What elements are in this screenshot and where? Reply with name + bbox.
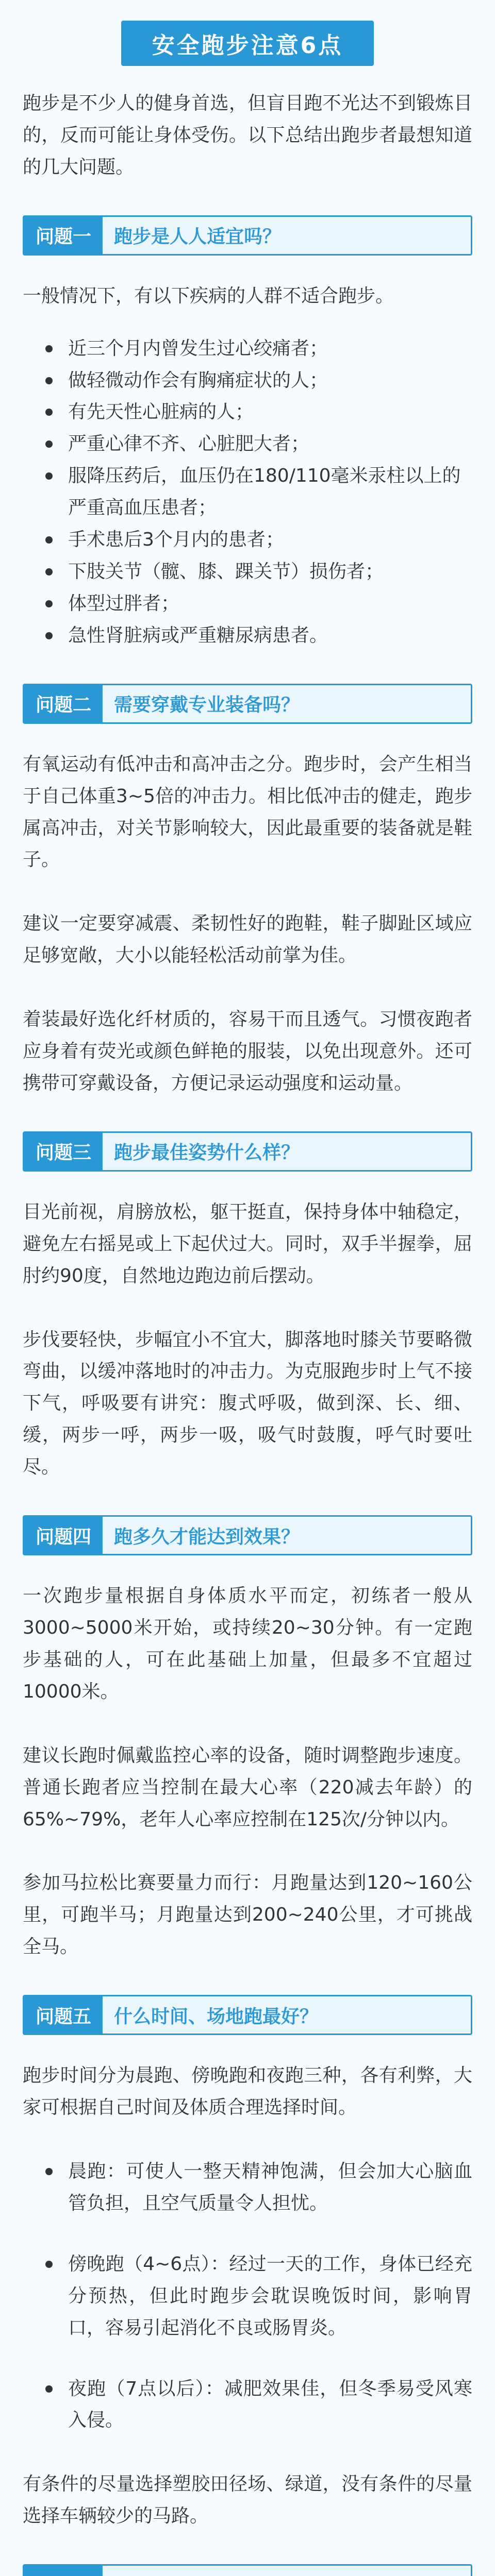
title-wrap [0, 21, 495, 66]
list-item [45, 2373, 472, 2437]
list-item-text: 手术患后3个月内的患者； [68, 529, 284, 551]
article-title: 安全跑步注意6点 [121, 21, 374, 66]
list-item-text: 近三个月内曾发生过心绞痛者； [68, 337, 328, 359]
bullet-dot-icon [45, 2261, 53, 2268]
list-item [45, 428, 472, 460]
list-item-text: 严重心律不齐、心脏肥大者； [68, 433, 310, 455]
list-item [45, 588, 472, 620]
list-item [45, 524, 472, 556]
list-item-text: 服降压药后，血压仍在180/110毫米汞柱以上的严重高血压患者； [68, 465, 461, 519]
section-paragraph: 建议长跑时佩戴监控心率的设备，随时调整跑步速度。普通长跑者应当控制在最大心率（220减去年龄）的65%~79%，老年人心率应控制在125次/分钟以内。 [23, 1744, 472, 1830]
section-title: 跑步最佳姿势什么样？ [114, 1142, 300, 1164]
list-item-text: 下肢关节（髋、膝、踝关节）损伤者； [68, 561, 384, 582]
list-item [45, 556, 472, 588]
list-item-text: 急性肾脏病或严重糖尿病患者。 [68, 624, 328, 646]
list-item [45, 396, 472, 428]
list-item [45, 333, 472, 365]
section-paragraph: 参加马拉松比赛要量力而行：月跑量达到120~160公里，可跑半马；月跑量达到200~240公里，才可挑战全马。 [23, 1872, 472, 1958]
section-title: 什么时间、场地跑最好？ [114, 2006, 319, 2027]
section-header-4 [23, 1515, 472, 1555]
disease-list [23, 333, 472, 652]
section-header-3 [23, 1131, 472, 1172]
bullet-dot-icon [45, 600, 53, 607]
section-paragraph: 步伐要轻快，步幅宜小不宜大，脚落地时膝关节要略微弯曲，以缓冲落地时的冲击力。为克服跑步时上气不接下气，呼吸要有讲究：腹式呼吸，做到深、长、细、缓，两步一呼，两步一吸，吸气时鼓腹，呼气时要吐尽。 [23, 1329, 472, 1478]
section-number: 问题四 [24, 1517, 103, 1554]
section-header-1 [23, 215, 472, 256]
time-option-list [23, 2156, 472, 2436]
bullet-dot-icon [45, 632, 53, 639]
section-header-5 [23, 1995, 472, 2035]
article-content [23, 88, 472, 2576]
list-item-text: 夜跑（7点以后）：减肥效果佳，但冬季易受风寒入侵。 [68, 2378, 472, 2431]
bullet-dot-icon [45, 2168, 53, 2175]
bullet-dot-icon [45, 409, 53, 416]
list-item [45, 2156, 472, 2219]
section-paragraph: 有条件的尽量选择塑胶田径场、绿道，没有条件的尽量选择车辆较少的马路。 [23, 2473, 472, 2527]
bullet-dot-icon [45, 568, 53, 575]
bullet-dot-icon [45, 440, 53, 448]
section-paragraph: 着装最好选化纤材质的，容易干而且透气。习惯夜跑者应身着有荧光或颜色鲜艳的服装，以免出现意外。还可携带可穿戴设备，方便记录运动强度和运动量。 [23, 1009, 472, 1094]
section-number: 问题二 [24, 685, 103, 722]
section-paragraph: 有氧运动有低冲击和高冲击之分。跑步时，会产生相当于自己体重3~5倍的冲击力。相比低冲击的健走，跑步属高冲击，对关节影响较大，因此最重要的装备就是鞋子。 [23, 753, 472, 871]
section-paragraph: 目光前视，肩膀放松，躯干挺直，保持身体中轴稳定，避免左右摇晃或上下起伏过大。同时，双手半握拳，屈肘约90度，自然地边跑边前后摆动。 [23, 1201, 472, 1286]
list-item-text: 晨跑：可使人一整天精神饱满，但会加大心脑血管负担，且空气质量令人担忧。 [68, 2160, 472, 2214]
bullet-dot-icon [45, 377, 53, 384]
section-number [24, 2566, 103, 2576]
list-item-text: 做轻微动作会有胸痛症状的人； [68, 369, 328, 391]
list-item [45, 620, 472, 652]
intro-paragraph: 跑步是不少人的健身首选，但盲目跑不光达不到锻炼目的，反而可能让身体受伤。以下总结出跑步者最想知道的几大问题。 [23, 93, 472, 178]
section-paragraph: 一般情况下，有以下疾病的人群不适合跑步。 [23, 285, 394, 307]
bullet-dot-icon [45, 2385, 53, 2393]
list-item [45, 460, 472, 524]
section-number: 问题三 [24, 1133, 103, 1170]
section-number: 问题一 [24, 217, 103, 254]
bullet-dot-icon [45, 536, 53, 544]
list-item-text: 体型过胖者； [68, 592, 180, 614]
section-title: 需要穿戴专业装备吗？ [114, 694, 300, 716]
list-item [45, 365, 472, 397]
list-item-text: 有先天性心脏病的人； [68, 401, 254, 423]
section-title [103, 2566, 300, 2576]
section-title: 跑步是人人适宜吗？ [114, 226, 282, 248]
list-item [45, 2248, 472, 2344]
section-number: 问题五 [24, 1996, 103, 2033]
section-paragraph: 一次跑步量根据自身体质水平而定，初练者一般从3000~5000米开始，或持续20~30分钟。有一定跑步基础的人，可在此基础上加量，但最多不宜超过10000米。 [23, 1585, 472, 1702]
section-paragraph: 建议一定要穿减震、柔韧性好的跑鞋，鞋子脚趾区域应足够宽敞，大小以能轻松活动前掌为佳。 [23, 913, 472, 967]
section-paragraph: 跑步时间分为晨跑、傍晚跑和夜跑三种，各有利弊，大家可根据自己时间及体质合理选择时间。 [23, 2065, 472, 2119]
bullet-dot-icon [45, 345, 53, 352]
section-header-2 [23, 684, 472, 724]
section-header-6 [23, 2564, 472, 2576]
section-title: 跑多久才能达到效果？ [114, 1526, 300, 1548]
list-item-text: 傍晚跑（4~6点）：经过一天的工作，身体已经充分预热，但此时跑步会耽误晚饭时间，影响胃口，容易引起消化不良或肠胃炎。 [68, 2253, 472, 2338]
bullet-dot-icon [45, 472, 53, 480]
